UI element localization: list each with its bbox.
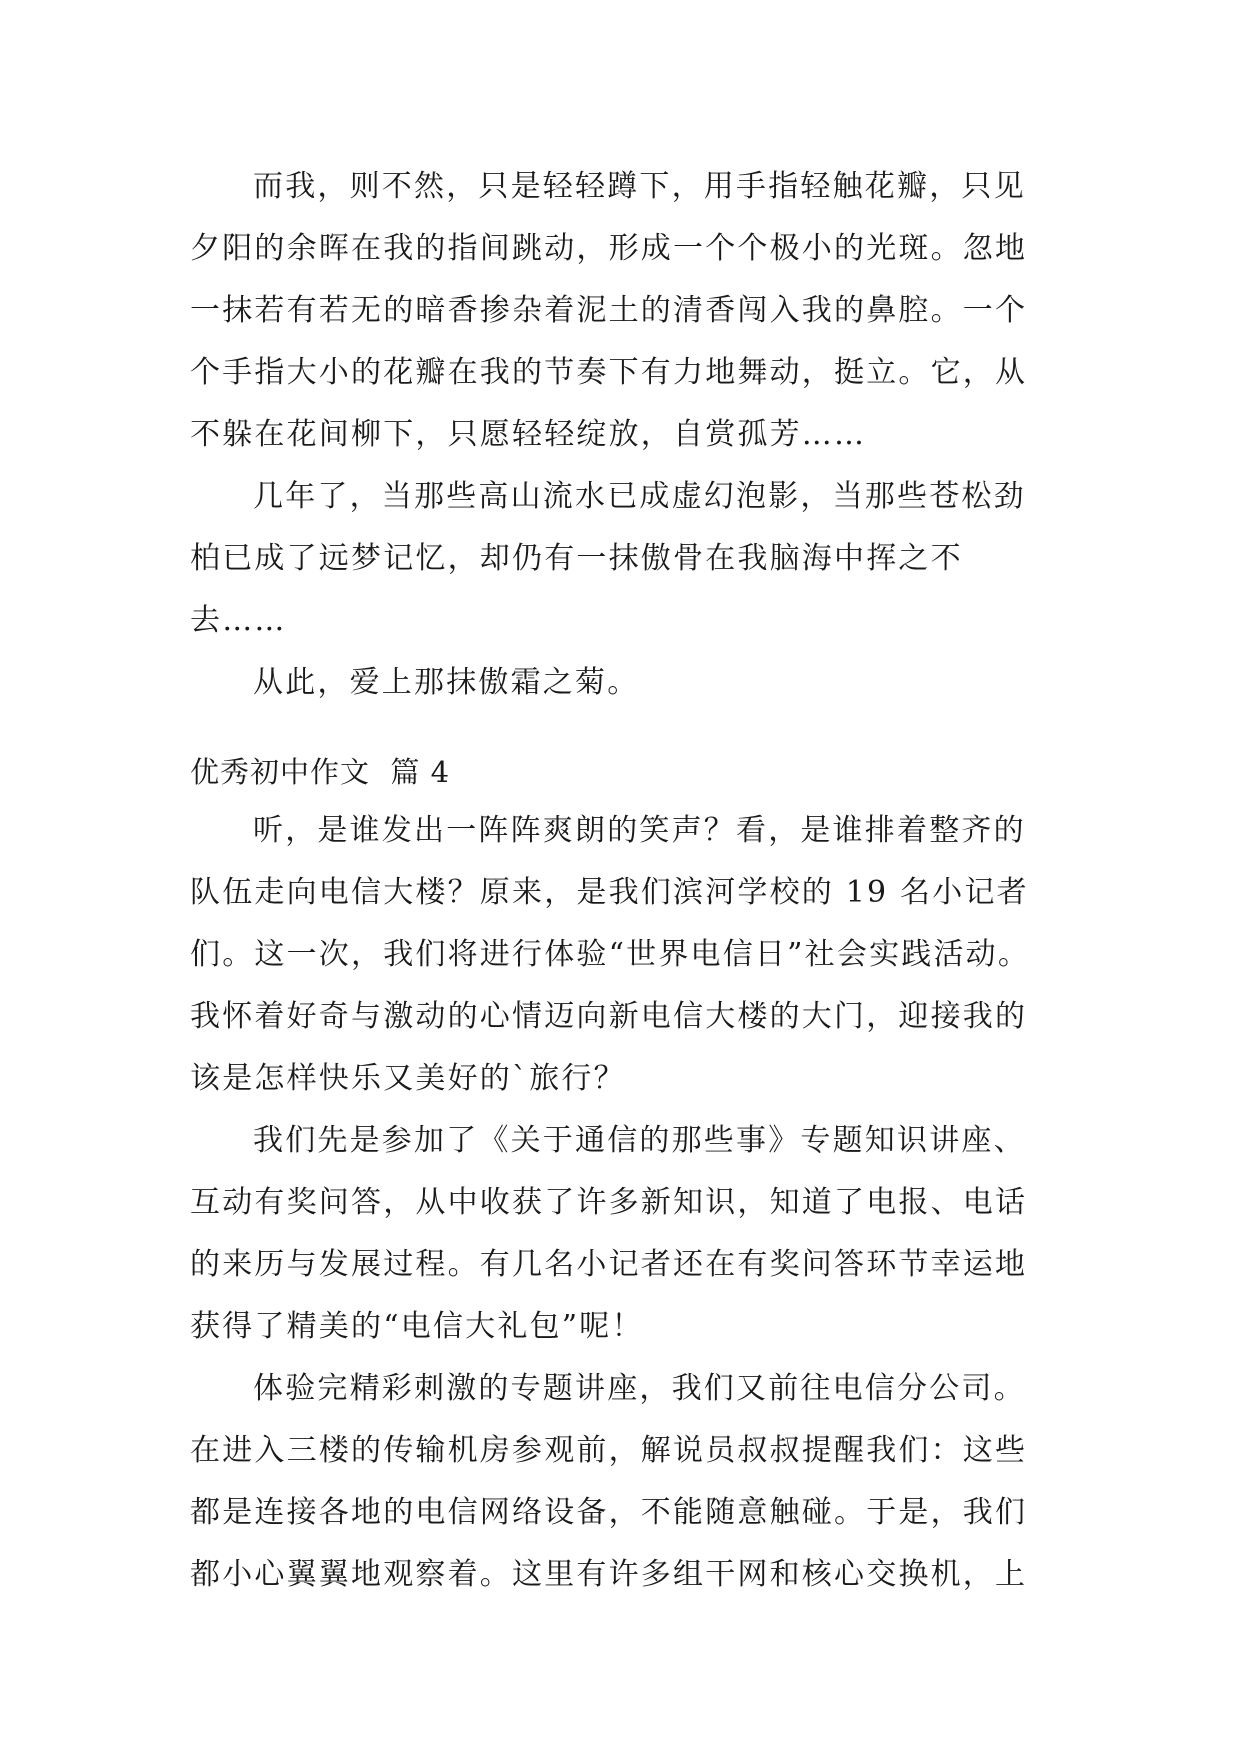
text-line: 体验完精彩刺激的专题讲座，我们又前往电信分公司。 <box>253 1371 1026 1406</box>
text-line: 获得了精美的“电信大礼包”呢！ <box>190 1309 644 1344</box>
text-line: 柏已成了远梦记忆，却仍有一抹傲骨在我脑海中挥之不 <box>190 541 963 576</box>
text-line: 我们先是参加了《关于通信的那些事》专题知识讲座、 <box>253 1123 1026 1158</box>
text-line: 该是怎样快乐又美好的`旅行？ <box>190 1061 626 1096</box>
text-line: 而我，则不然，只是轻轻蹲下，用手指轻触花瓣，只见 <box>253 169 1026 204</box>
text-line: 个手指大小的花瓣在我的节奏下有力地舞动，挺立。它，从 <box>190 355 1028 390</box>
text-line: 都小心翼翼地观察着。这里有许多组干网和核心交换机，上 <box>190 1557 1028 1592</box>
text-line: 去…… <box>190 603 287 638</box>
section-heading: 优秀初中作文 篇 4 <box>190 755 451 789</box>
text-line: 们。这一次，我们将进行体验“世界电信日”社会实践活动。 <box>190 937 1031 972</box>
text-line: 队伍走向电信大楼？原来，是我们滨河学校的 19 名小记者 <box>190 875 1029 910</box>
text-line: 几年了，当那些高山流水已成虚幻泡影，当那些苍松劲 <box>253 479 1026 514</box>
text-line: 都是连接各地的电信网络设备，不能随意触碰。于是，我们 <box>190 1495 1028 1530</box>
text-line: 我怀着好奇与激动的心情迈向新电信大楼的大门，迎接我的 <box>190 999 1028 1034</box>
text-line: 在进入三楼的传输机房参观前，解说员叔叔提醒我们：这些 <box>190 1433 1028 1468</box>
text-line: 听，是谁发出一阵阵爽朗的笑声？看，是谁排着整齐的 <box>253 813 1026 848</box>
text-line: 互动有奖问答，从中收获了许多新知识，知道了电报、电话 <box>190 1185 1028 1220</box>
text-line: 从此，爱上那抹傲霜之菊。 <box>253 665 640 700</box>
text-line: 的来历与发展过程。有几名小记者还在有奖问答环节幸运地 <box>190 1247 1028 1282</box>
text-line: 一抹若有若无的暗香掺杂着泥土的清香闯入我的鼻腔。一个 <box>190 293 1028 328</box>
text-line: 不躲在花间柳下，只愿轻轻绽放，自赏孤芳…… <box>190 417 867 452</box>
text-line: 夕阳的余晖在我的指间跳动，形成一个个极小的光斑。忽地 <box>190 231 1028 266</box>
